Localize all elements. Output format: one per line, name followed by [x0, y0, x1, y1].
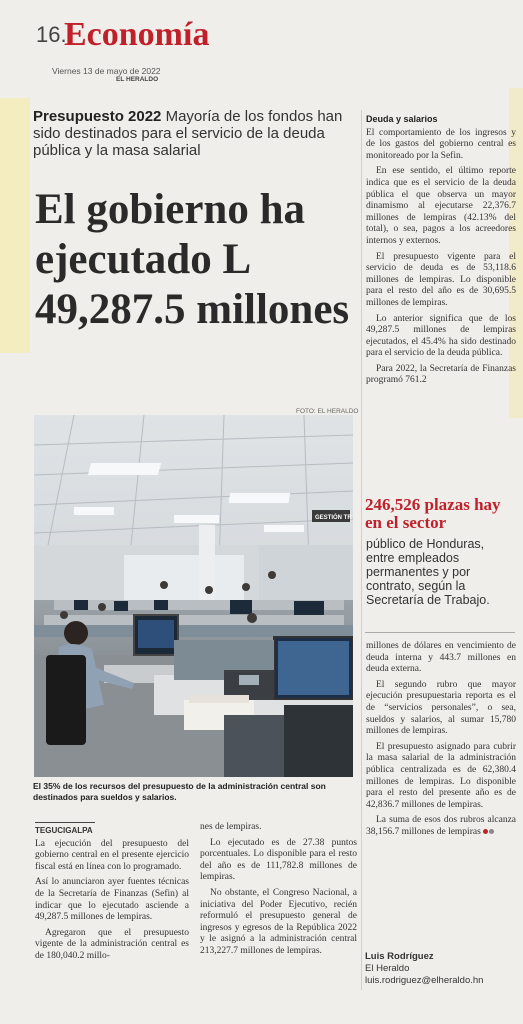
paragraph: Lo ejecutado es de 27.38 puntos porcentuales. Lo disponible para el resto del año es de 111,782.8 millones de lempiras.: [200, 837, 357, 883]
stat-headline: 246,526 plazas hay en el sector: [365, 495, 501, 532]
highlighter-mark-left: [0, 98, 30, 353]
author-email[interactable]: luis.rodriguez@elheraldo.hn: [365, 975, 484, 986]
page-number: 16.: [36, 22, 67, 47]
article-column-1: [35, 822, 189, 967]
office-illustration: [34, 415, 353, 777]
paragraph: La ejecución del presupuesto del gobierno central en el presente ejercicio fiscal está en línea con lo programado.: [35, 838, 189, 872]
brand-label: EL HERALDO: [116, 76, 159, 83]
paragraph: El presupuesto vigente para el servicio de deuda es de 53,118.6 millones de lempiras. Lo disponible para el resto del año es de 30,695.5 millones de lempiras.: [366, 251, 516, 308]
paragraph: En ese sentido, el último reporte indica que es el servicio de la deuda pública el que observa un mayor dinamismo al ejecutarse 22,376.7 millones de lempiras (42.13% del total), o sea, pagos a los acreedores internos y externos.: [366, 166, 516, 246]
kicker: [33, 108, 363, 159]
author-outlet: El Heraldo: [365, 963, 410, 974]
paragraph: nes de lempiras.: [200, 822, 262, 832]
office-photo: [34, 415, 353, 777]
closing-sentence: La suma de esos dos rubros alcanza 38,156.7 millones de lempiras: [366, 815, 516, 837]
paragraph: millones de dólares en vencimiento de deuda interna y 443.7 millones en deuda externa.: [366, 641, 516, 675]
dateline-city: TEGUCIGALPA: [35, 822, 95, 837]
author-name: Luis Rodríguez: [365, 951, 434, 962]
photo-credit: FOTO: EL HERALDO: [296, 408, 359, 415]
section-title: Economía: [64, 16, 210, 53]
column-divider: [361, 110, 362, 990]
headline: El gobierno ha ejecutado L 49,287.5 millones: [35, 186, 350, 333]
publication-date: Viernes 13 de mayo de 2022: [52, 66, 161, 76]
article-column-2: [200, 822, 357, 962]
paragraph: No obstante, el Congreso Nacional, a iniciativa del Poder Ejecutivo, recién reformuló el presupuesto general de ingresos y egresos de la República 2022 y le asignó a la administración central 213,227.7 millones de lempiras.: [200, 887, 357, 956]
paragraph: [366, 815, 516, 838]
kicker-lead: Presupuesto 2022: [33, 108, 162, 125]
paragraph: Agregaron que el presupuesto vigente de la administración central es de 180,040.2 millo-: [35, 927, 189, 961]
paragraph: Para 2022, la Secretaría de Finanzas programó 761.2: [366, 363, 516, 386]
end-mark-icon: [483, 829, 488, 834]
kicker-text: Mayoría de los fondos han sido destinados para el servicio de la deuda pública y la masa salarial: [33, 108, 343, 159]
photo-caption: El 35% de los recursos del presupuesto de la administración central son destinados para sueldos y salarios.: [33, 781, 326, 802]
end-mark-icon: [489, 829, 494, 834]
article-column-3-top: [366, 114, 516, 391]
paragraph: Así lo anunciaron ayer fuentes técnicas de la Secretaría de Finanzas (Sefin) al indicar que lo ejecutado asciende a 49,287.5 millones de lempiras.: [35, 877, 189, 923]
stat-divider: [365, 632, 515, 633]
office-sign-text: GESTIÓN TR: [315, 515, 352, 521]
subheading: Deuda y salarios: [366, 114, 438, 124]
paragraph: El segundo rubro que mayor ejecución presupuestaria reporta es el de “servicios personales”, o sea, sueldos y salarios, al sumar 15,780 millones de lempiras.: [366, 679, 516, 737]
article-column-3-bottom: [366, 641, 516, 843]
stat-body: público de Honduras, entre empleados permanentes y por contrato, según la Secretaría de Trabajo.: [366, 537, 490, 607]
paragraph: Lo anterior significa que de los 49,287.5 millones de lempiras ejecutados, el 45.4% ha sido destinado para el servicio de la deuda pública.: [366, 313, 516, 359]
paragraph: El comportamiento de los ingresos y de los gastos del gobierno central es monitoreado por la Sefin.: [366, 127, 516, 161]
paragraph: El presupuesto asignado para cubrir la masa salarial de la administración pública centralizada es de 62,380.4 millones de lempiras. Lo disponible para el resto del presente año es de 42,836.7 millones de lempiras.: [366, 741, 516, 810]
byline: [365, 951, 515, 987]
